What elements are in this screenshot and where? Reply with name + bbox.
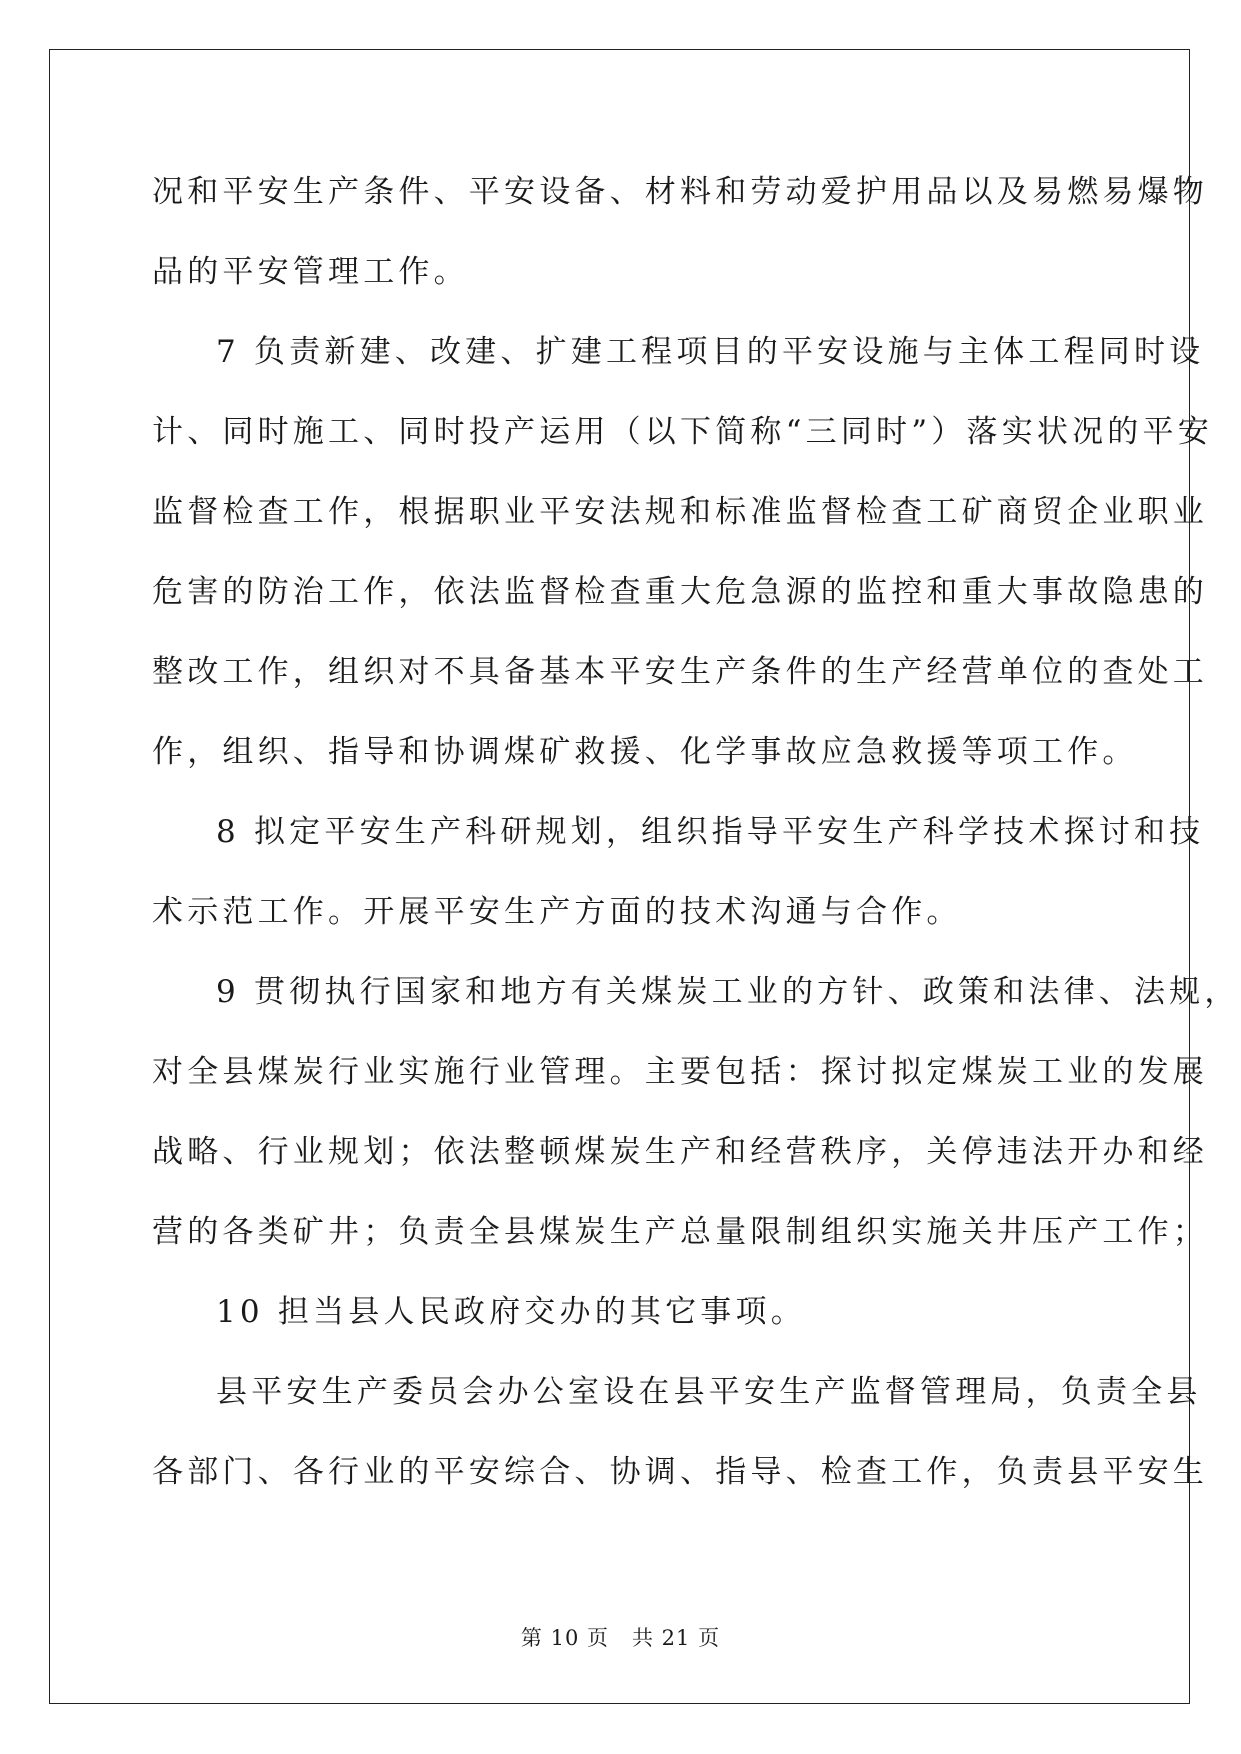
text-line: 9 贯彻执行国家和地方有关煤炭工业的方针、政策和法律、法规， (216, 974, 1240, 1010)
text-line: 营的各类矿井；负责全县煤炭生产总量限制组织实施关井压产工作； (152, 1214, 1208, 1250)
text-line: 况和平安生产条件、平安设备、材料和劳动爱护用品以及易燃易爆物 (152, 174, 1208, 210)
text-line: 监督检查工作，根据职业平安法规和标准监督检查工矿商贸企业职业 (152, 494, 1208, 530)
document-body (152, 152, 1240, 1512)
text-line: 术示范工作。开展平安生产方面的技术沟通与合作。 (152, 894, 962, 930)
text-line: 7 负责新建、改建、扩建工程项目的平安设施与主体工程同时设 (216, 334, 1205, 370)
text-line: 8 拟定平安生产科研规划，组织指导平安生产科学技术探讨和技 (216, 814, 1205, 850)
text-line: 计、同时施工、同时投产运用（以下简称“三同时”）落实状况的平安 (152, 414, 1213, 450)
text-line: 10 担当县人民政府交办的其它事项。 (216, 1294, 806, 1330)
text-line: 品的平安管理工作。 (152, 254, 469, 290)
text-line: 各部门、各行业的平安综合、协调、指导、检查工作，负责县平安生 (152, 1454, 1208, 1490)
text-line: 整改工作，组织对不具备基本平安生产条件的生产经营单位的查处工 (152, 654, 1208, 690)
text-line: 作，组织、指导和协调煤矿救援、化学事故应急救援等项工作。 (152, 734, 1138, 770)
text-line: 对全县煤炭行业实施行业管理。主要包括：探讨拟定煤炭工业的发展 (152, 1054, 1208, 1090)
text-line: 县平安生产委员会办公室设在县平安生产监督管理局，负责全县 (216, 1374, 1202, 1410)
page-footer (0, 1622, 1241, 1652)
text-line: 危害的防治工作，依法监督检查重大危急源的监控和重大事故隐患的 (152, 574, 1208, 610)
text-line: 战略、行业规划；依法整顿煤炭生产和经营秩序，关停违法开办和经 (152, 1134, 1208, 1170)
page-number-label: 第 10 页 共 21 页 (520, 1626, 721, 1650)
